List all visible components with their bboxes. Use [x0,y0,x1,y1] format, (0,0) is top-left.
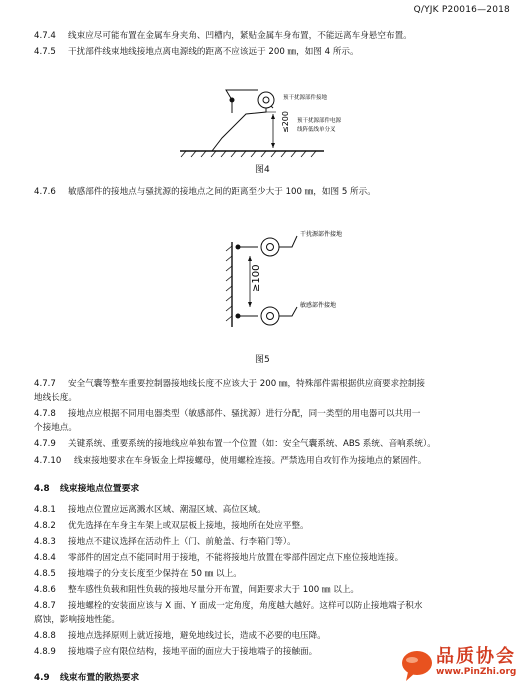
item-text: 线束接地要求在车身钣金上焊接螺母，使用螺栓连接。严禁选用自攻钉作为接地点的紧固件。 [74,456,427,466]
item-text: 接地点位置应远离溅水区域、潮湿区域、高位区域。 [68,505,266,515]
item-text: 接地端子应有限位结构，接地平面的面应大于接地端子的接触面。 [68,647,318,657]
item-number: 4.7.4 [34,31,56,41]
figure-4-label-top: 预干扰源部件接地 [283,95,328,101]
watermark-logo [400,642,520,690]
item-number: 4.8.3 [34,537,56,547]
item-text: 零部件的固定点不能同时用于接地，不能将接地片放置在零部件固定点下座位接地连接。 [68,553,404,563]
paragraph-4-7-7-cont: 地线长度。 [34,393,77,403]
figure-5-caption: 图5 [255,355,270,365]
paragraph-4-7-6 [34,185,506,199]
figure-4-label-side-1: 预干扰源部件电源 [297,118,342,124]
item-number: 4.8.4 [34,553,56,563]
paragraph-4-8-5 [34,567,506,581]
item-number: 4.8.7 [34,601,56,611]
item-text: 干扰部件线束地线接地点离电源线的距离不应该远于 200 ㎜，如图 4 所示。 [68,47,359,57]
figure-5-diagram [0,212,526,352]
figure-5-label-top: 干扰源部件接地 [300,231,343,238]
item-text: 整车感性负载和阻性负载的接地尽量分开布置，间距要求大于 100 ㎜ 以上。 [68,585,360,595]
paragraph-4-7-5 [34,45,506,59]
item-text: 接地点应根据不同用电器类型（敏感部件、骚扰源）进行分配，同一类型的用电器可以共用一 [68,409,421,419]
figure-5-label-bottom: 敏感部件接地 [300,302,337,309]
item-text: 腐蚀，影响接地性能。 [34,615,120,625]
item-number: 4.7.8 [34,409,56,419]
section-heading-4-8 [34,481,139,494]
item-text: 优先选择在车身主车架上或双层板上接地，接地所在处应平整。 [68,521,309,531]
paragraph-4-7-7 [34,377,506,391]
paragraph-4-7-8-cont: 个接地点。 [34,423,77,433]
item-text: 接地端子的分支长度至少保持在 50 ㎜ 以上。 [68,569,242,579]
item-number: 4.7.10 [34,456,62,466]
section-title: 线束接地点位置要求 [60,484,140,494]
item-number: 4.8.5 [34,569,56,579]
watermark-title: 品质协会 [436,646,516,667]
paragraph-4-7-8 [34,407,506,421]
item-number: 4.8.2 [34,521,56,531]
paragraph-4-7-10 [34,454,506,468]
paragraph-4-7-9 [34,437,506,451]
item-text: 线束应尽可能布置在金属车身夹角、凹槽内，紧贴金属车身布置，不能远离车身悬空布置。 [68,31,412,41]
paragraph-4-8-1 [34,503,506,517]
figure-4-caption: 图4 [255,165,270,175]
paragraph-4-8-8 [34,629,506,643]
item-text: 安全气囊等整车重要控制器接地线长度不应该大于 200 ㎜，特殊部件需根据供应商要求控制接 [68,379,426,389]
item-number: 4.8.8 [34,631,56,641]
item-number: 4.8.6 [34,585,56,595]
item-number: 4.8.9 [34,647,56,657]
item-text: 接地螺栓的安装面应该与 X 面、Y 面成一定角度，角度越大越好。这样可以防止接地端子积水 [68,601,423,611]
item-number: 4.7.6 [34,187,56,197]
section-number: 4.8 [34,484,50,494]
speech-bubble-icon [400,648,434,682]
section-heading-4-9 [34,670,139,683]
item-number: 4.7.5 [34,47,56,57]
paragraph-4-8-3 [34,535,506,549]
item-number: 4.7.7 [34,379,56,389]
paragraph-4-8-4 [34,551,506,565]
figure-5-dimension: ≥100 [251,264,262,292]
paragraph-4-8-6 [34,583,506,597]
paragraph-4-8-7-cont [34,613,506,627]
paragraph-4-8-2 [34,519,506,533]
item-text: 敏感部件的接地点与骚扰源的接地点之间的距离至少大于 100 ㎜，如图 5 所示。 [68,187,376,197]
paragraph-4-7-4 [34,29,506,43]
item-text: 接地点选择原则上就近接地，避免地线过长，造成不必要的电压降。 [68,631,326,641]
section-title: 线束布置的散热要求 [60,673,140,683]
item-text: 接地点不建议选择在活动件上（门、前舱盖、行李箱门等）。 [68,537,296,547]
item-number: 4.7.9 [34,439,56,449]
paragraph-4-8-7 [34,599,506,613]
item-number: 4.8.1 [34,505,56,515]
section-number: 4.9 [34,673,50,683]
figure-4-label-side-2: 线阵低线单分叉 [297,127,336,133]
doc-code: Q/YJK P20016—2018 [413,5,510,15]
item-text: 关键系统、重要系统的接地线应单独布置一个位置（如：安全气囊系统、ABS 系统、音响系统）。 [68,439,436,449]
watermark-url: www.PinZhi.org [436,667,517,677]
figure-4-dimension: ≤200 [281,111,290,133]
